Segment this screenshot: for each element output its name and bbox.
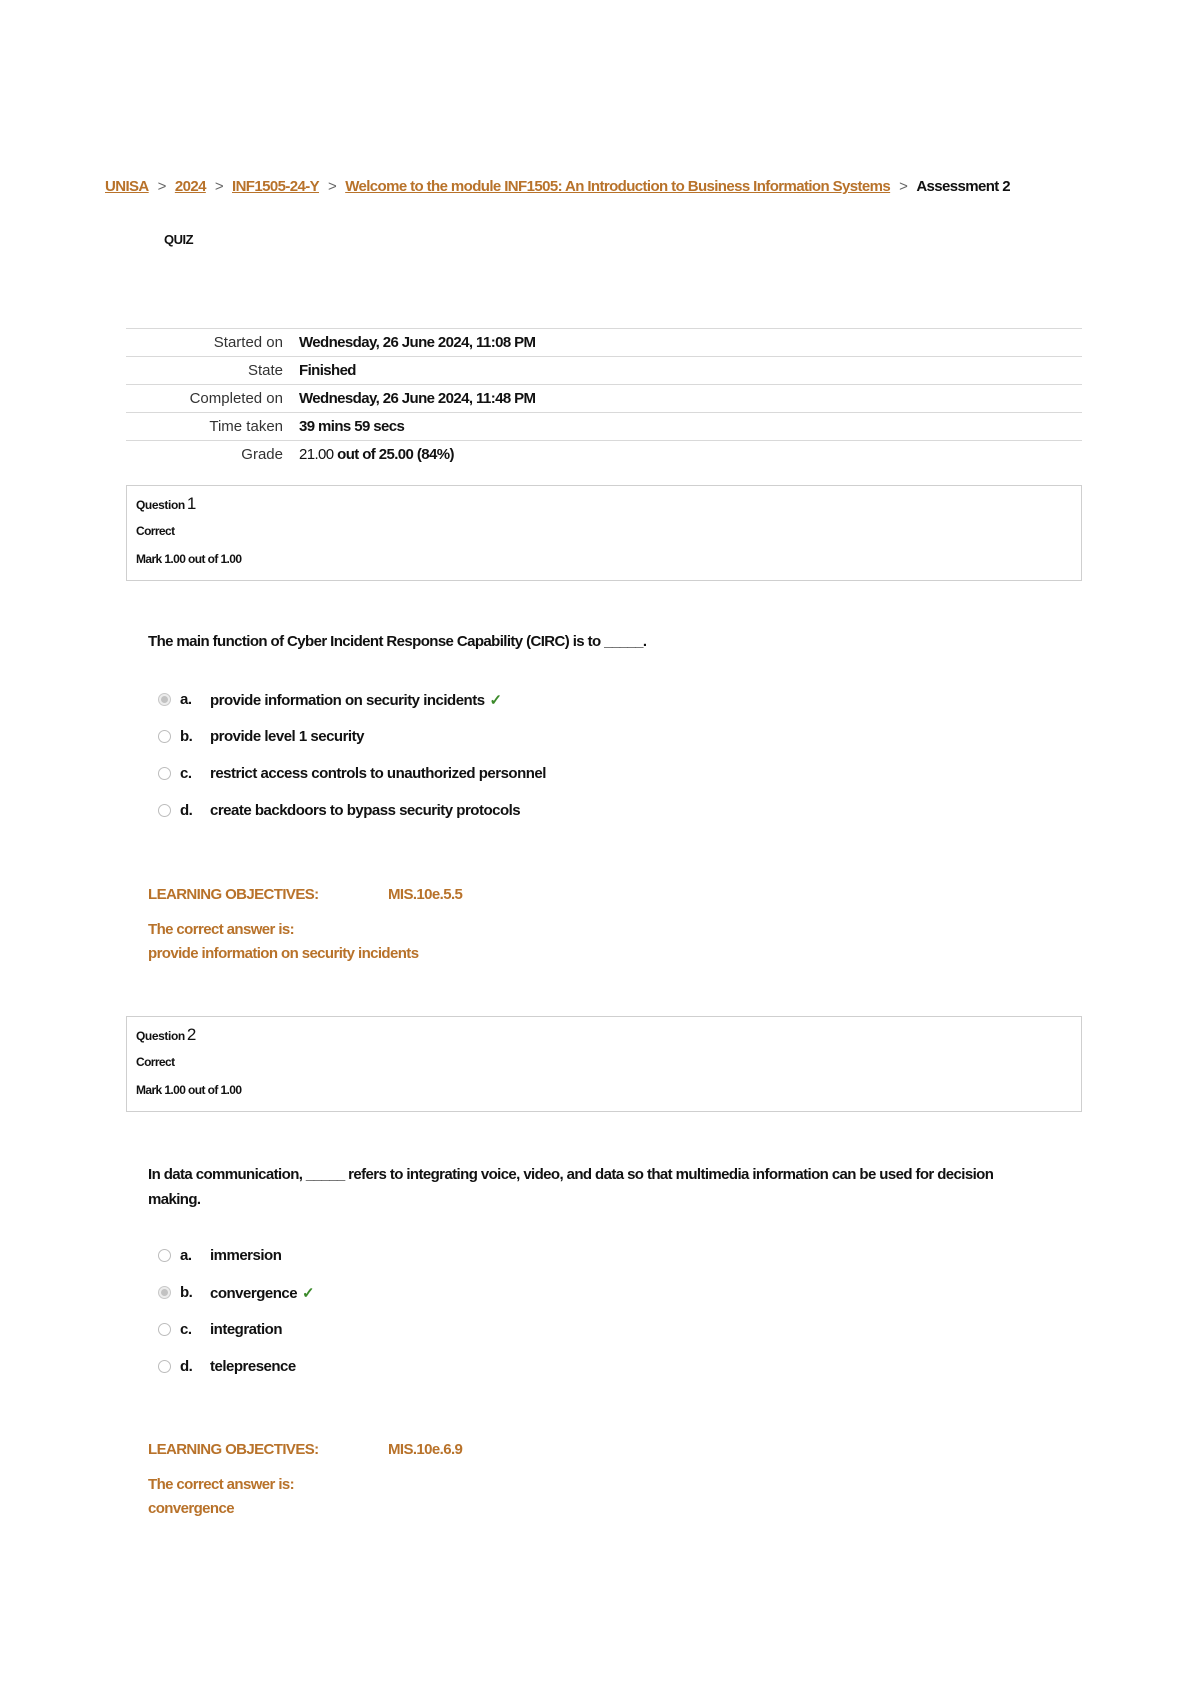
summary-row-time (126, 413, 1082, 441)
breadcrumb-link-module[interactable]: Welcome to the module INF1505: An Introduction to Business Information Systems (345, 178, 891, 195)
question-state: Correct (136, 524, 175, 538)
answer-text: integration (210, 1321, 282, 1338)
radio-button[interactable] (158, 693, 171, 706)
answer-text (210, 691, 502, 709)
question-state: Correct (136, 1055, 175, 1069)
question-label: Question (136, 1029, 185, 1043)
summary-row-started (126, 329, 1082, 357)
radio-button[interactable] (158, 767, 171, 780)
answer-letter: c. (180, 1321, 192, 1338)
breadcrumb-link-unisa[interactable]: UNISA (105, 178, 149, 195)
answer-text: provide level 1 security (210, 728, 364, 745)
question-num: 2 (186, 1025, 196, 1044)
grade-score: 21.00 (299, 446, 334, 463)
answer-letter: c. (180, 765, 192, 782)
chevron-right-icon: > (157, 178, 166, 195)
summary-value: Wednesday, 26 June 2024, 11:48 PM (299, 390, 536, 407)
question-label: Question (136, 498, 185, 512)
answer-letter: b. (180, 728, 193, 745)
question-num: 1 (186, 494, 196, 513)
objectives-code: MIS.10e.5.5 (388, 886, 463, 903)
feedback-answer: convergence (148, 1500, 234, 1517)
answer-text: telepresence (210, 1358, 296, 1375)
answer-letter: d. (180, 802, 193, 819)
learning-objectives-2 (148, 1441, 463, 1458)
objectives-label: LEARNING OBJECTIVES: (148, 886, 319, 903)
summary-label: Grade (241, 446, 283, 463)
chevron-right-icon: > (214, 178, 223, 195)
summary-value: Finished (299, 362, 356, 379)
answer-text: immersion (210, 1247, 282, 1264)
question-mark: Mark 1.00 out of 1.00 (136, 1083, 242, 1097)
summary-label: Started on (213, 334, 283, 351)
summary-label: State (247, 362, 283, 379)
radio-button[interactable] (158, 1360, 171, 1373)
summary-label: Completed on (189, 390, 283, 407)
answer-letter: a. (180, 691, 192, 708)
breadcrumb-link-year[interactable]: 2024 (174, 178, 206, 195)
summary-row-state (126, 357, 1082, 385)
question-text-2: In data communication, _____ refers to integrating voice, video, and data so that multimedia information can be used for decision making. (148, 1166, 994, 1208)
summary-label: Time taken (209, 418, 283, 435)
summary-value (299, 441, 1082, 469)
feedback-1 (148, 918, 418, 966)
chevron-right-icon: > (328, 178, 337, 195)
breadcrumb (105, 178, 1010, 195)
answer-label: convergence (210, 1285, 298, 1302)
page-title: QUIZ (164, 232, 194, 247)
question-info-2 (126, 1016, 1082, 1112)
summary-value: 39 mins 59 secs (299, 418, 405, 435)
answer-label: provide information on security incidents (210, 692, 485, 709)
objectives-code: MIS.10e.6.9 (388, 1441, 463, 1458)
question-number (136, 1025, 196, 1045)
feedback-label: The correct answer is: (148, 921, 295, 938)
answer-text: create backdoors to bypass security protocols (210, 802, 521, 819)
breadcrumb-link-course[interactable]: INF1505-24-Y (232, 178, 320, 195)
objectives-label: LEARNING OBJECTIVES: (148, 1441, 319, 1458)
summary-row-grade (126, 441, 1082, 469)
summary-row-completed (126, 385, 1082, 413)
summary-value: Wednesday, 26 June 2024, 11:08 PM (299, 334, 536, 351)
radio-button[interactable] (158, 1286, 171, 1299)
answer-text: restrict access controls to unauthorized personnel (210, 765, 546, 782)
answer-letter: b. (180, 1284, 193, 1301)
check-icon: ✓ (489, 692, 502, 709)
feedback-answer: provide information on security incidents (148, 945, 419, 962)
feedback-2 (148, 1473, 294, 1521)
radio-button[interactable] (158, 1323, 171, 1336)
radio-button[interactable] (158, 730, 171, 743)
radio-button[interactable] (158, 804, 171, 817)
question-number (136, 494, 196, 514)
check-icon: ✓ (302, 1285, 315, 1302)
question-text-1: The main function of Cyber Incident Response Capability (CIRC) is to _____. (148, 633, 647, 650)
answer-letter: a. (180, 1247, 192, 1264)
radio-button[interactable] (158, 1249, 171, 1262)
learning-objectives-1 (148, 886, 463, 903)
question-info-1 (126, 485, 1082, 581)
answer-letter: d. (180, 1358, 193, 1375)
answer-text (210, 1284, 314, 1302)
attempt-summary (126, 328, 1082, 468)
feedback-label: The correct answer is: (148, 1476, 295, 1493)
question-mark: Mark 1.00 out of 1.00 (136, 552, 242, 566)
grade-rest: out of 25.00 (84%) (337, 446, 454, 463)
chevron-right-icon: > (899, 178, 908, 195)
breadcrumb-current: Assessment 2 (916, 178, 1011, 195)
